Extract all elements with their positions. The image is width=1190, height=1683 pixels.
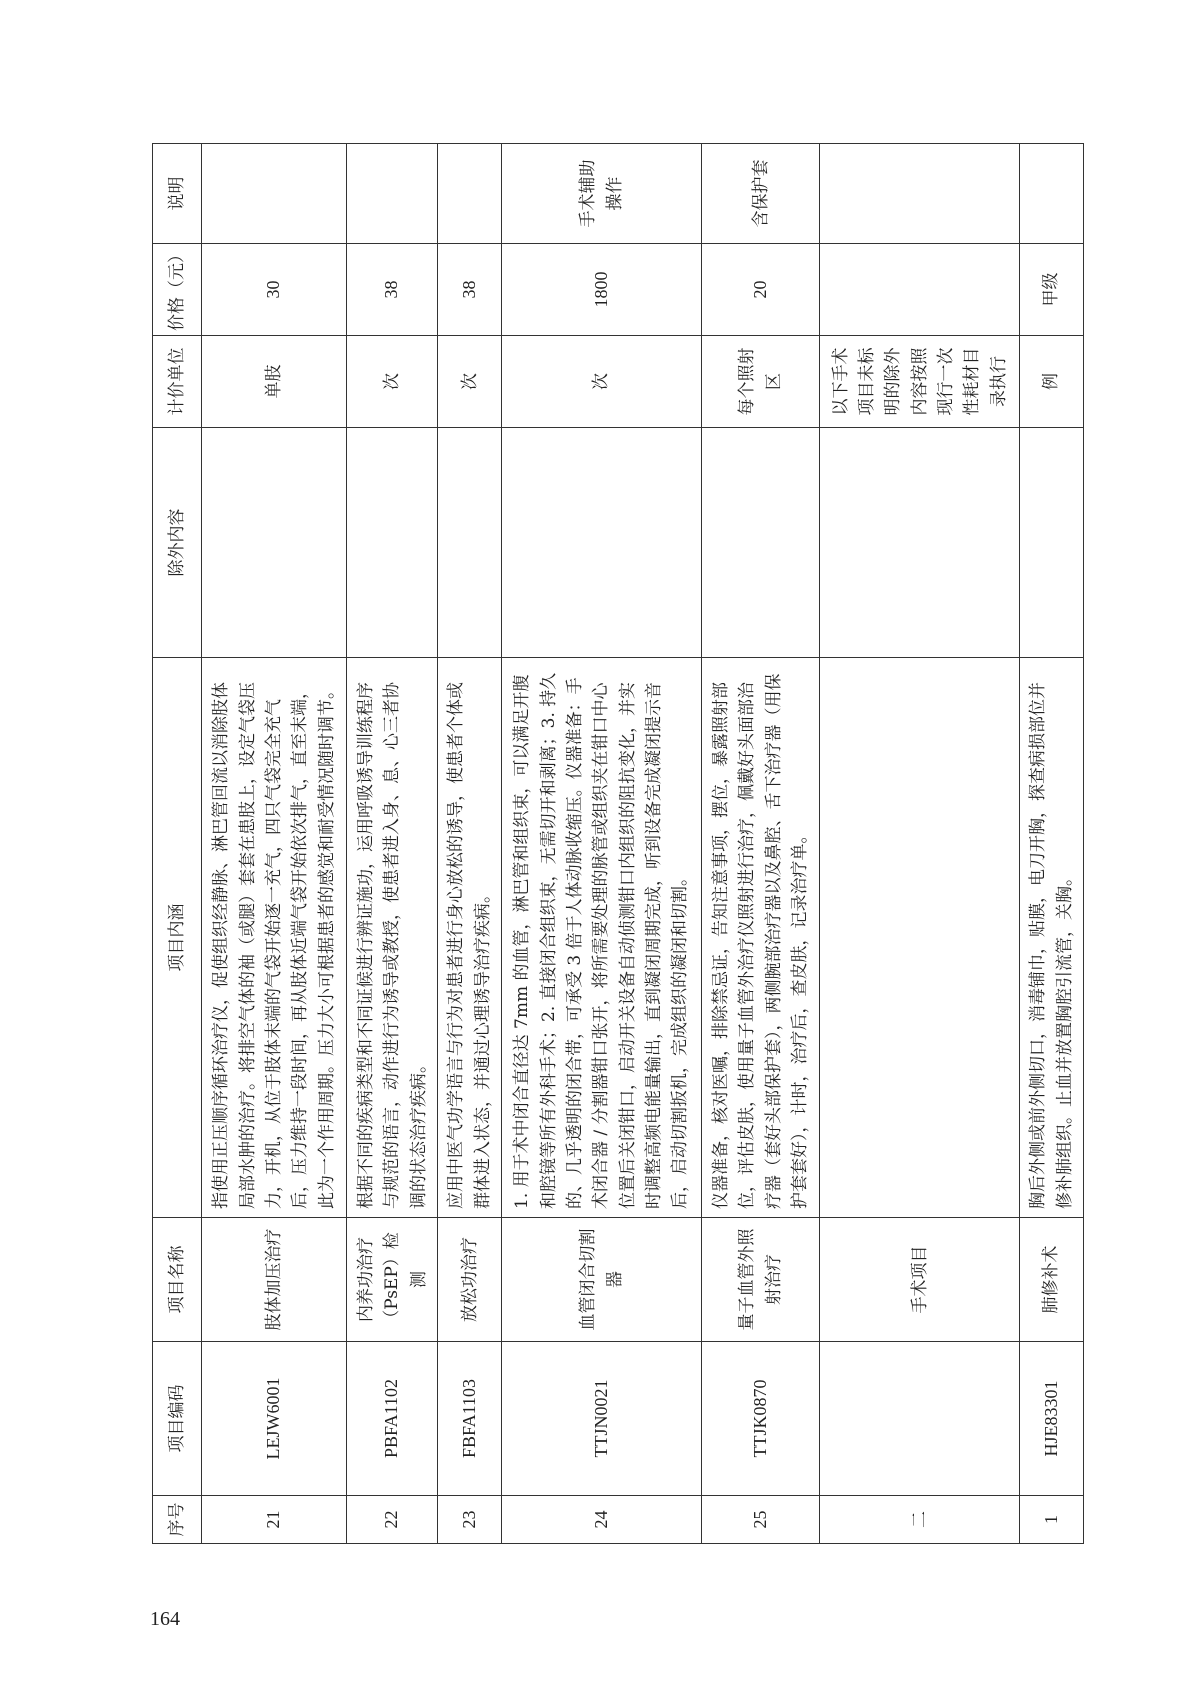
cell-exclusions <box>347 428 438 658</box>
header-code: 项目编码 <box>153 1342 202 1496</box>
cell-code <box>820 1342 1020 1496</box>
cell-seq: 1 <box>1020 1496 1084 1544</box>
cell-content <box>820 658 1020 1218</box>
cell-seq: 21 <box>202 1496 347 1544</box>
header-price: 价格（元） <box>153 244 202 336</box>
table-row <box>820 144 1020 1544</box>
cell-unit: 单肢 <box>202 336 347 428</box>
cell-seq: 23 <box>438 1496 502 1544</box>
page-number: 164 <box>150 1608 180 1630</box>
cell-exclusions <box>202 428 347 658</box>
cell-name: 内养功治疗（PsEP）检测 <box>347 1218 438 1342</box>
cell-code: PBFA1102 <box>347 1342 438 1496</box>
cell-exclusions <box>502 428 702 658</box>
table-header-row <box>153 144 202 1544</box>
header-exclusions: 除外内容 <box>153 428 202 658</box>
cell-name: 肺修补术 <box>1020 1218 1084 1342</box>
cell-content: 胸后外侧或前外侧切口，消毒铺巾，贴膜，电刀开胸，探查病损部位并修补肺组织。止血并放置胸腔引流管，关胸。 <box>1020 658 1084 1218</box>
cell-name: 放松功治疗 <box>438 1218 502 1342</box>
cell-note: 手术辅助操作 <box>502 144 702 244</box>
header-content: 项目内涵 <box>153 658 202 1218</box>
cell-exclusions <box>820 428 1020 658</box>
cell-note <box>202 144 347 244</box>
cell-price: 30 <box>202 244 347 336</box>
cell-code: TTJN0021 <box>502 1342 702 1496</box>
cell-seq: 25 <box>702 1496 820 1544</box>
table-row <box>1020 144 1084 1544</box>
cell-price: 20 <box>702 244 820 336</box>
cell-note: 含保护套 <box>702 144 820 244</box>
cell-code: TTJK0870 <box>702 1342 820 1496</box>
cell-code: LEJW6001 <box>202 1342 347 1496</box>
cell-unit: 次 <box>347 336 438 428</box>
cell-unit: 每个照射区 <box>702 336 820 428</box>
cell-price: 38 <box>438 244 502 336</box>
header-seq: 序号 <box>153 1496 202 1544</box>
cell-name: 手术项目 <box>820 1218 1020 1342</box>
cell-note <box>438 144 502 244</box>
cell-unit: 次 <box>502 336 702 428</box>
cell-content: 1. 用于术中闭合直径达 7mm 的血管，淋巴管和组织束，可以满足开腹和腔镜等所有外科手术；2. 直接闭合组织束，无需切开和剥离；3. 持久的、几乎透明的闭合带，可承受 3 倍于人体动脉收缩压。仪器准备：手术闭合器 / 分割器钳口张开，将所需要处理的脉管或组织夹在钳口中心位置后关闭钳口，启动开关设备自动侦测钳口内组织的阻抗变化，并实时调整高频电能量输出，直到凝闭周期完成，听到设备完成凝闭提示音后，启动切割扳机，完成组织的凝闭和切割。 <box>502 658 702 1218</box>
cell-note <box>820 144 1020 244</box>
cell-name: 血管闭合切割器 <box>502 1218 702 1342</box>
cell-seq: 22 <box>347 1496 438 1544</box>
cell-note <box>347 144 438 244</box>
cell-price <box>820 244 1020 336</box>
cell-seq: 24 <box>502 1496 702 1544</box>
pricing-table <box>152 143 1084 1544</box>
table-row <box>347 144 438 1544</box>
cell-exclusions <box>1020 428 1084 658</box>
table-row <box>702 144 820 1544</box>
cell-price: 1800 <box>502 244 702 336</box>
cell-exclusions <box>438 428 502 658</box>
cell-unit: 以下手术项目未标明的除外内容按照现行一次性耗材目录执行 <box>820 336 1020 428</box>
cell-note <box>1020 144 1084 244</box>
cell-code: FBFA1103 <box>438 1342 502 1496</box>
cell-unit: 次 <box>438 336 502 428</box>
cell-seq: 二 <box>820 1496 1020 1544</box>
header-note: 说明 <box>153 144 202 244</box>
cell-exclusions <box>702 428 820 658</box>
cell-price: 甲级 <box>1020 244 1084 336</box>
cell-content: 仪器准备，核对医嘱，排除禁忌证，告知注意事项，摆位，暴露照射部位，评估皮肤，使用量子血管外治疗仪照射进行治疗，佩戴好头面部治疗器（套好头部保护套），两侧腕部治疗器以及鼻腔、舌下治疗器（用保护套套好），计时，治疗后，查皮肤，记录治疗单。 <box>702 658 820 1218</box>
cell-unit: 例 <box>1020 336 1084 428</box>
cell-code: HJE83301 <box>1020 1342 1084 1496</box>
table-row <box>502 144 702 1544</box>
header-unit: 计价单位 <box>153 336 202 428</box>
header-name: 项目名称 <box>153 1218 202 1342</box>
cell-content: 应用中医气功学语言与行为对患者进行身心放松的诱导，使患者个体或群体进入状态，并通过心理诱导治疗疾病。 <box>438 658 502 1218</box>
cell-content: 根据不同的疾病类型和不同证候进行辨证施功，运用呼吸诱导训练程序与规范的语言，动作进行为诱导或教授，使患者进入身、息、心三者协调的状态治疗疾病。 <box>347 658 438 1218</box>
table-row <box>202 144 347 1544</box>
cell-name: 量子血管外照射治疗 <box>702 1218 820 1342</box>
rotated-table-wrapper <box>152 144 1084 1544</box>
cell-content: 指使用正压顺序循环治疗仪，促使组织经静脉、淋巴管回流以消除肢体局部水肿的治疗。将排空气体的袖（或腿）套套在患肢上，设定气袋压力，开机，从位于肢体末端的气袋开始逐一充气，四只气袋完全充气后，压力维持一段时间，再从肢体近端气袋开始依次排气，直至末端，此为一个作用周期。压力大小可根据患者的感觉和耐受情况随时调节。 <box>202 658 347 1218</box>
table-row <box>438 144 502 1544</box>
cell-price: 38 <box>347 244 438 336</box>
cell-name: 肢体加压治疗 <box>202 1218 347 1342</box>
